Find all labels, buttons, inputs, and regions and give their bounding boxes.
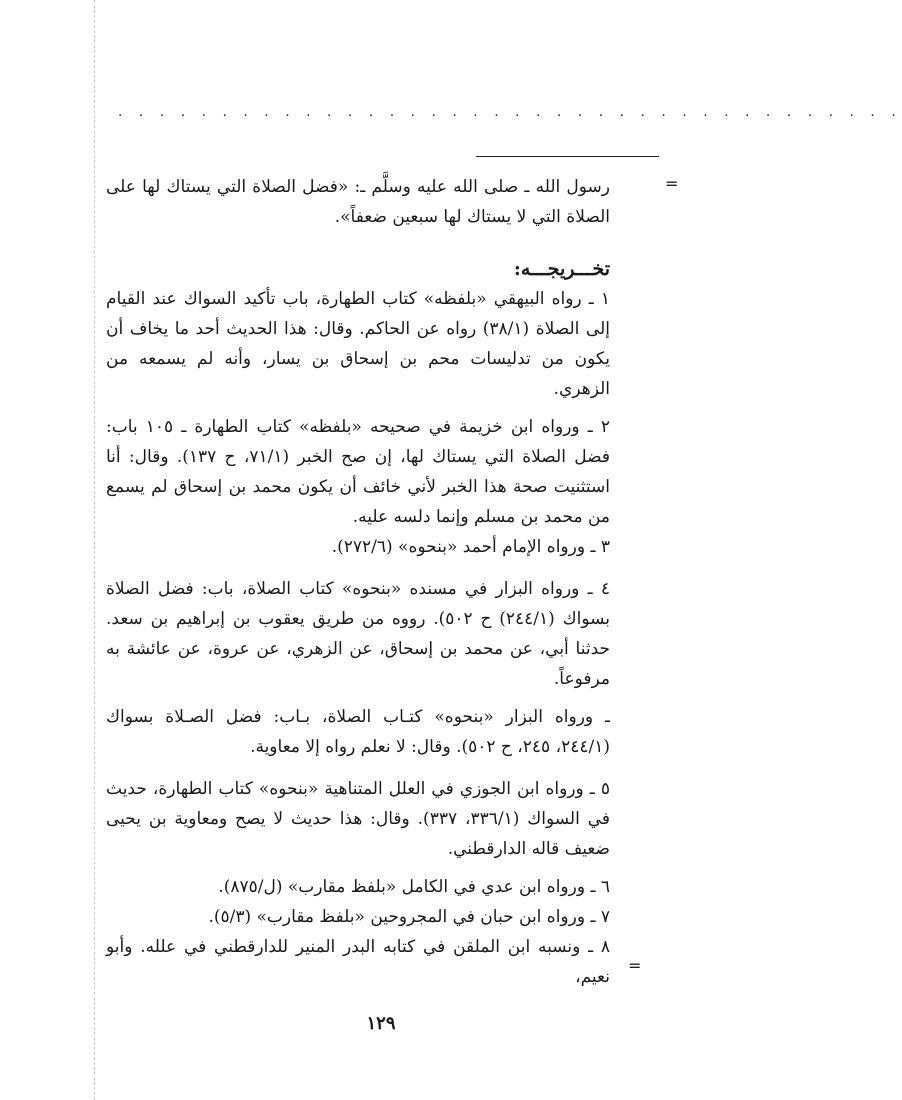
takhrij-item-8: ٨ ـ ونسبه ابن الملقن في كتابه البدر المنير للدارقطني في علله. وأبو نعيم، xyxy=(106,937,610,987)
binding-margin-line xyxy=(94,0,95,1100)
takhrij-item-6: ٦ ـ ورواه ابن عدي في الكامل «بلفظ مقارب» (ل/٨٧٥). xyxy=(218,877,610,897)
takhrij-item-7: ٧ ـ ورواه ابن حبان في المجروحين «بلفظ مقارب» (٥/٣). xyxy=(208,907,610,927)
takhrij-heading: تخـــريجـــه: xyxy=(513,258,610,280)
takhrij-item-2: ٢ ـ ورواه ابن خزيمة في صحيحه «بلفظه» كتاب الطهارة ـ ١٠٥ باب: فضل الصلاة التي يستاك لها، إن صح الخبر (٧١/١، ح ١٣٧). وقال: أنا استثنيت صحة هذا الخبر لأني خائف أن يكون محمد بن إسحاق لم يسمع من محمد بن مسلم وإنما دلسه عليه. xyxy=(106,417,611,527)
takhrij-item-3: ٣ ـ ورواه الإمام أحمد «بنحوه» (٢٧٢/٦). xyxy=(331,537,610,557)
page-number: ١٢٩ xyxy=(366,1013,396,1034)
continuation-mark-bottom: = xyxy=(628,956,642,975)
takhrij-item-1: ١ ـ رواه البيهقي «بلفظه» كتاب الطهارة، باب تأكيد السواك عند القيام إلى الصلاة (٣٨/١) رواه عن الحاكم. وقال: هذا الحديث أحد ما يخاف أن يكون من تدليسات محم بن إسحاق بن يسار، وأنه لم يسمعه من الزهري. xyxy=(106,289,610,399)
footnote-separator-rule xyxy=(476,156,659,157)
takhrij-item-4-sub: ـ ورواه البزار «بنحوه» كتـاب الصلاة، بـاب: فضل الصـلاة بسواك (٢٤٤/١، ٢٤٥، ح ٥٠٢). وقال: لا نعلم رواه إلا معاوية. xyxy=(106,707,610,757)
takhrij-item-4: ٤ ـ ورواه البزار في مسنده «بنحوه» كتاب الصلاة، باب: فضل الصلاة بسواك (٢٤٤/١) ح ٥٠٢). رووه من طريق يعقوب بن إبراهيم بن سعد. حدثنا أبي، عن محمد بن إسحاق، عن الزهري، عن عروة، عن عائشة به مرفوعاً. xyxy=(106,579,611,689)
header-dotted-line: · · · · · · · · · · · · · · · · · · · · · · · · · · · · · · · · · · · · · · xyxy=(118,108,902,124)
takhrij-item-5: ٥ ـ ورواه ابن الجوزي في العلل المتناهية «بنحوه» كتاب الطهارة، حديث في السواك (٣٣٦/١، ٣٣٧). وقال: هذا حديث لا يصح ومعاوية بن يحيى ضعيف قاله الدارقطني. xyxy=(106,779,611,859)
page-body xyxy=(106,172,610,992)
continuation-mark-top: = xyxy=(665,174,679,193)
intro-paragraph: رسول الله ـ صلى الله عليه وسلَّم ـ: «فضل الصلاة التي يستاك لها على الصلاة التي لا يستاك لها سبعين ضعفاً». xyxy=(106,177,610,227)
